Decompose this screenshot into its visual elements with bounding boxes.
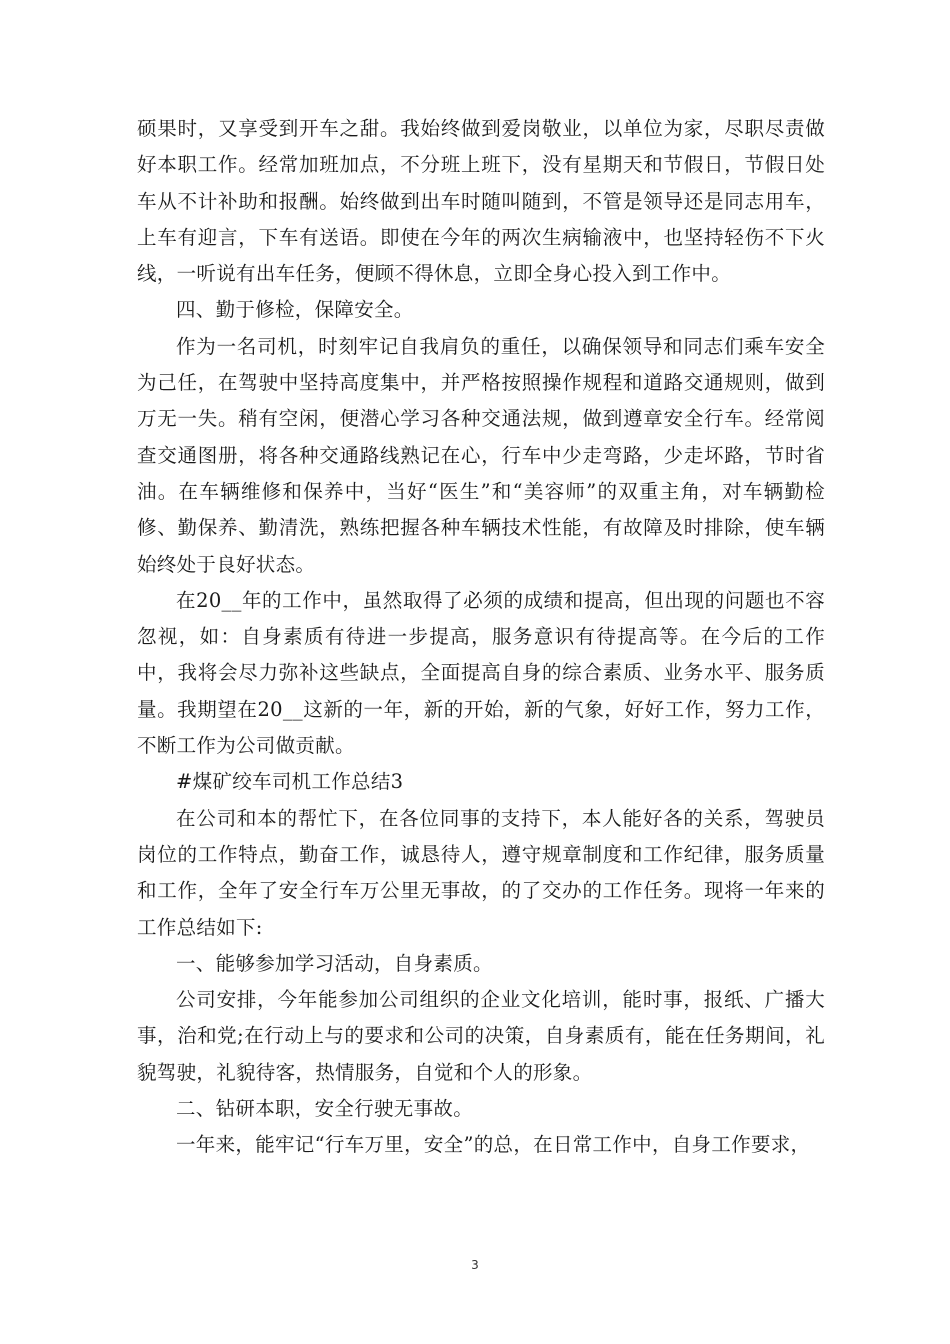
paragraph-continuation: 硕果时，又享受到开车之甜。我始终做到爱岗敬业，以单位为家，尽职尽责做好本职工作。经常加班加点，不分班上班下，没有星期天和节假日，节假日处车从不计补助和报酬。始终做到出车时随叫随到，不管是领导还是同志用车，上车有迎言，下车有送语。即使在今年的两次生病输液中，也坚持轻伤不下火线，一听说有出车任务，便顾不得休息，立即全身心投入到工作中。 (137, 117, 825, 286)
paragraph-driver-duty: 作为一名司机，时刻牢记自我肩负的重任，以确保领导和同志们乘车安全为己任，在驾驶中坚持高度集中，并严格按照操作规程和道路交通规则，做到万无一失。稍有空闲，便潜心学习各种交通法规，做到遵章安全行车。经常阅查交通图册，将各种交通路线熟记在心，行车中少走弯路，少走坏路，节时省油。在车辆维修和保养中，当好“医生”和“美容师”的双重主角，对车辆勤检修、勤保养、勤清洗，熟练把握各种车辆技术性能，有故障及时排除，使车辆始终处于良好状态。 (137, 334, 825, 576)
paragraph-training: 公司安排，今年能参加公司组织的企业文化培训，能时事，报纸、广播大事，治和党;在行动上与的要求和公司的决策，自身素质有，能在任务期间，礼貌驾驶，礼貌待客，热情服务，自觉和个人的形象。 (137, 988, 825, 1084)
article-title: #煤矿绞车司机工作总结3 (176, 770, 404, 794)
paragraph-safety: 一年来，能牢记“行车万里，安全”的总，在日常工作中，自身工作要求， (176, 1133, 811, 1157)
page-number: 3 (471, 1258, 479, 1272)
document-body (137, 111, 825, 1164)
section-heading-safety: 二、钻研本职，安全行驶无事故。 (176, 1097, 474, 1121)
paragraph-year-summary: 在20__年的工作中，虽然取得了必须的成绩和提高，但出现的问题也不容忽视，如：自身素质有待进一步提高，服务意识有待提高等。在今后的工作中，我将会尽力弥补这些缺点，全面提高自身的综合素质、业务水平、服务质量。我期望在20__这新的一年，新的开始，新的气象，好好工作，努力工作，不断工作为公司做贡献。 (137, 588, 825, 758)
section-heading-maintenance: 四、勤于修检，保障安全。 (176, 298, 414, 322)
section-heading-study: 一、能够参加学习活动，自身素质。 (176, 951, 493, 975)
paragraph-introduction: 在公司和本的帮忙下，在各位同事的支持下，本人能好各的关系，驾驶员岗位的工作特点，勤奋工作，诚恳待人，遵守规章制度和工作纪律，服务质量和工作，全年了安全行车万公里无事故，的了交办的工作任务。现将一年来的工作总结如下: (137, 806, 825, 939)
